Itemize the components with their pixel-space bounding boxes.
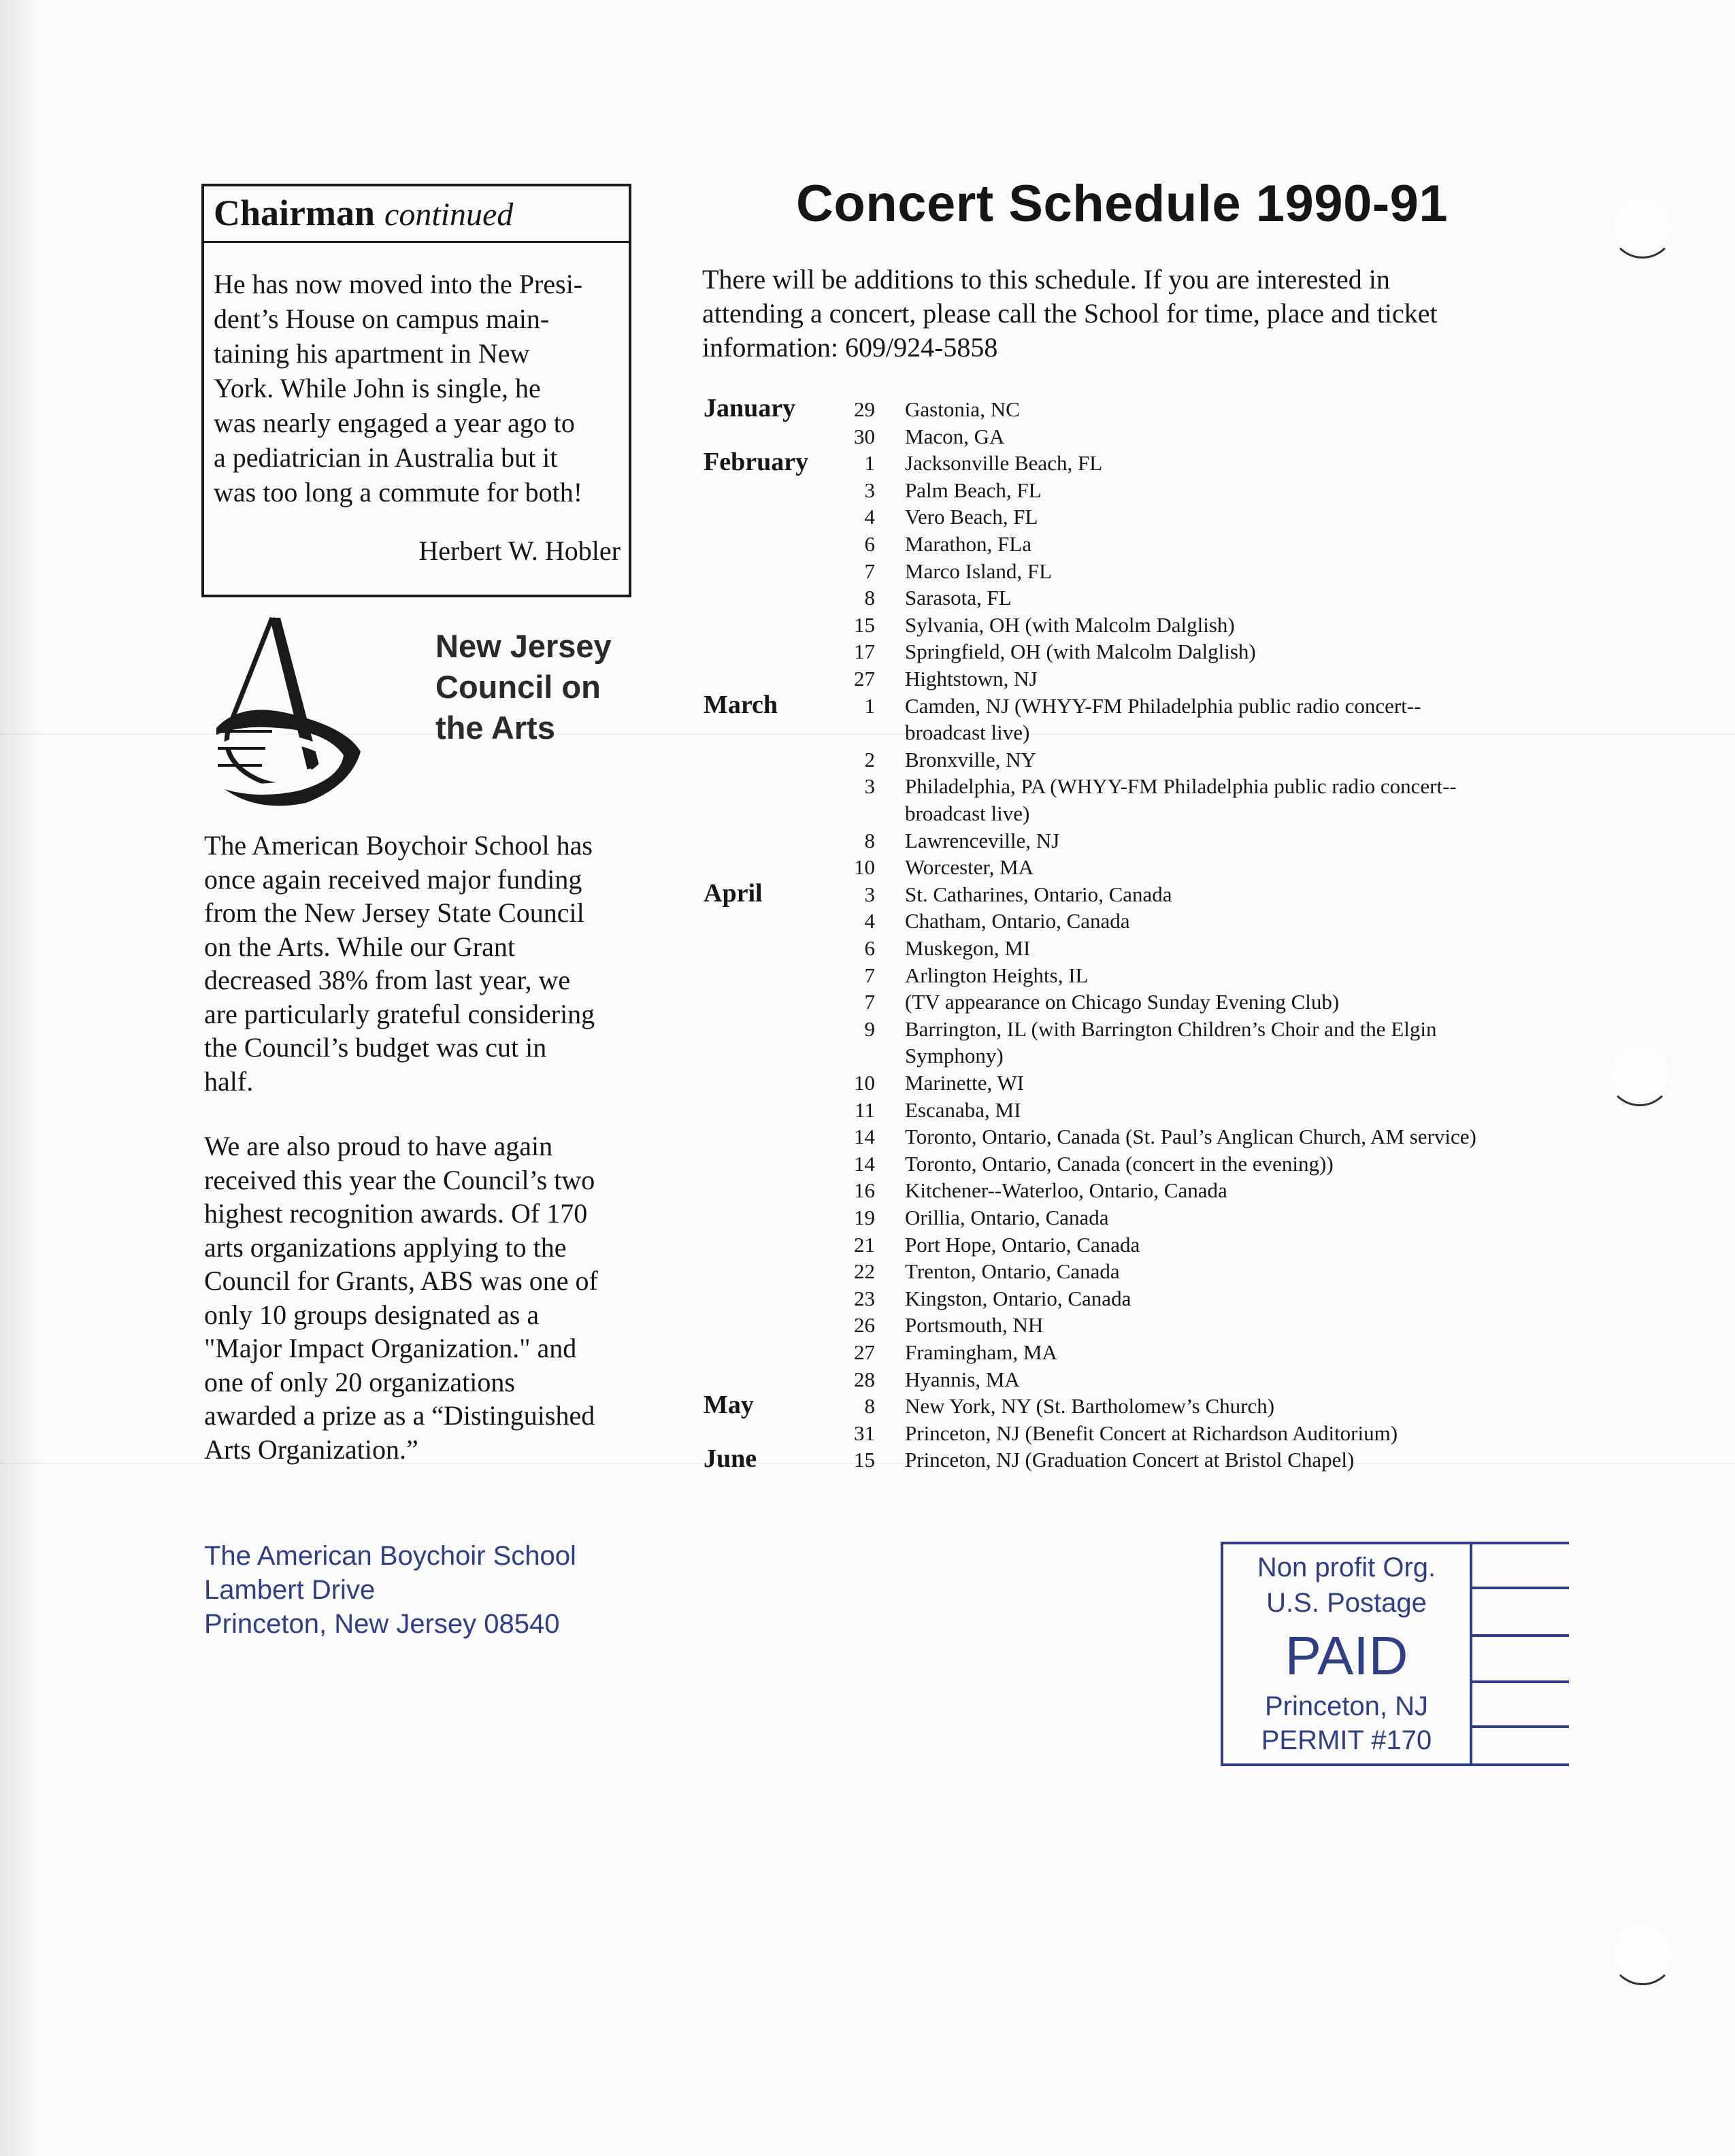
schedule-place: Kingston, Ontario, Canada <box>905 1286 1131 1310</box>
schedule-place-continued: Symphony) <box>905 1044 1004 1068</box>
schedule-place: New York, NY (St. Bartholomew’s Church) <box>905 1394 1275 1419</box>
intro-line: attending a concert, please call the School for time, place and ticket <box>702 298 1438 329</box>
paragraph-line: from the New Jersey State Council <box>204 897 584 928</box>
paragraph-line: Council for Grants, ABS was one of <box>204 1265 598 1296</box>
schedule-place: Sylvania, OH (with Malcolm Dalglish) <box>905 612 1235 637</box>
schedule-day: 3 <box>864 478 875 502</box>
nj-council-name-line: New Jersey <box>435 628 612 664</box>
intro-line: There will be additions to this schedule. If you are interested in <box>702 264 1390 295</box>
schedule-place: Princeton, NJ (Graduation Concert at Bristol Chapel) <box>905 1448 1355 1472</box>
chairman-divider <box>204 241 629 243</box>
schedule-place: Muskegon, MI <box>905 936 1031 960</box>
schedule-place: Trenton, Ontario, Canada <box>905 1259 1120 1284</box>
schedule-day: 7 <box>864 963 875 987</box>
schedule-day: 8 <box>864 828 875 852</box>
paragraph-line: The American Boychoir School has <box>204 830 593 861</box>
schedule-place: Jacksonville Beach, FL <box>905 451 1103 476</box>
schedule-day: 14 <box>854 1151 875 1176</box>
schedule-month: April <box>704 878 763 908</box>
schedule-month: February <box>704 448 809 477</box>
schedule-place: Escanaba, MI <box>905 1097 1021 1122</box>
schedule-day: 7 <box>864 559 875 583</box>
schedule-day: 4 <box>864 909 875 933</box>
schedule-place: Marinette, WI <box>905 1071 1025 1095</box>
council-paragraph-2 <box>204 1129 653 1466</box>
schedule-place: Worcester, MA <box>905 855 1034 880</box>
schedule-place: Bronxville, NY <box>905 747 1036 772</box>
schedule-day: 27 <box>854 1340 875 1364</box>
chairman-line: York. While John is single, he <box>214 373 541 403</box>
nj-council-logo-icon <box>204 612 388 816</box>
indicia-permit: PERMIT #170 <box>1261 1725 1432 1755</box>
council-paragraph-1 <box>204 829 653 1098</box>
schedule-month: January <box>704 394 796 422</box>
schedule-day: 30 <box>854 424 875 448</box>
schedule-day: 6 <box>864 936 875 960</box>
schedule-place: Hightstown, NJ <box>905 667 1038 691</box>
paragraph-line: half. <box>204 1065 254 1097</box>
return-address-line: Lambert Drive <box>204 1575 376 1605</box>
schedule-day: 1 <box>864 693 875 718</box>
schedule-place: Framingham, MA <box>905 1340 1057 1364</box>
schedule-day: 19 <box>854 1206 875 1229</box>
paragraph-line: are particularly grateful considering <box>204 998 595 1029</box>
schedule-day: 17 <box>854 640 875 664</box>
intro-line: information: 609/924-5858 <box>702 332 998 363</box>
schedule-place: Princeton, NJ (Benefit Concert at Richardson Auditorium) <box>905 1421 1398 1445</box>
indicia-rule <box>1472 1680 1569 1683</box>
chairman-signature: Herbert W. Hobler <box>418 535 621 566</box>
schedule-month: June <box>704 1444 757 1474</box>
schedule-day: 15 <box>854 612 875 637</box>
schedule-day: 8 <box>864 1394 875 1419</box>
schedule-place: St. Catharines, Ontario, Canada <box>905 882 1172 906</box>
schedule-day: 26 <box>854 1313 875 1338</box>
schedule-day: 1 <box>864 451 875 476</box>
schedule-place-continued: broadcast live) <box>905 720 1030 745</box>
schedule-month: March <box>704 690 778 719</box>
schedule-place: Portsmouth, NH <box>905 1313 1044 1338</box>
schedule-place: (TV appearance on Chicago Sunday Evening Club) <box>905 990 1340 1014</box>
chairman-title: Chairman <box>214 193 376 233</box>
schedule-place: Vero Beach, FL <box>905 505 1038 529</box>
return-address-line: Princeton, New Jersey 08540 <box>204 1609 560 1639</box>
schedule-day: 31 <box>854 1421 875 1445</box>
schedule-place: Marathon, FLa <box>905 532 1031 556</box>
schedule-day: 2 <box>864 747 875 772</box>
indicia-rule <box>1472 1634 1569 1637</box>
schedule-place: Kitchener--Waterloo, Ontario, Canada <box>905 1178 1227 1203</box>
indicia-rule <box>1472 1542 1569 1544</box>
paragraph-line: decreased 38% from last year, we <box>204 965 571 995</box>
schedule-place: Chatham, Ontario, Canada <box>905 909 1130 933</box>
indicia-rule <box>1472 1725 1569 1728</box>
schedule-title: Concert Schedule 1990-91 <box>796 175 1449 233</box>
schedule-place: Springfield, OH (with Malcolm Dalglish) <box>905 640 1256 664</box>
schedule-place: Hyannis, MA <box>905 1367 1020 1391</box>
schedule-day: 16 <box>854 1178 875 1203</box>
indicia-line: U.S. Postage <box>1266 1588 1427 1618</box>
schedule-day: 29 <box>854 397 875 421</box>
schedule-day: 28 <box>854 1367 875 1391</box>
schedule-place-continued: broadcast live) <box>905 801 1030 825</box>
schedule-place: Arlington Heights, IL <box>905 963 1089 987</box>
schedule-day: 8 <box>864 586 875 610</box>
schedule-month: May <box>704 1391 754 1420</box>
indicia-paid: PAID <box>1285 1625 1408 1686</box>
schedule-place: Toronto, Ontario, Canada (St. Paul’s Anglican Church, AM service) <box>905 1125 1476 1149</box>
paragraph-line: arts organizations applying to the <box>204 1231 567 1263</box>
paragraph-line: Arts Organization.” <box>204 1433 418 1465</box>
chairman-box <box>201 184 631 597</box>
page-edge-shadow <box>0 0 41 2156</box>
return-address <box>204 1539 576 1641</box>
chairman-heading <box>214 192 513 234</box>
schedule-day: 21 <box>854 1232 875 1257</box>
paragraph-line: awarded a prize as a “Distinguished <box>204 1400 595 1431</box>
schedule-place: Sarasota, FL <box>905 586 1012 610</box>
chairman-line: He has now moved into the Presi- <box>214 269 583 299</box>
paragraph-line: "Major Impact Organization." and <box>204 1333 577 1363</box>
punch-hole <box>1607 1041 1672 1106</box>
schedule-day: 7 <box>864 990 875 1014</box>
schedule-place: Philadelphia, PA (WHYY-FM Philadelphia public radio concert-- <box>905 774 1457 799</box>
paragraph-line: the Council’s budget was cut in <box>204 1032 547 1063</box>
chairman-line: taining his apartment in New <box>214 338 530 369</box>
schedule-day: 15 <box>854 1448 875 1472</box>
schedule-day: 27 <box>854 667 875 691</box>
schedule-place: Barrington, IL (with Barrington Children’s Choir and the Elgin <box>905 1016 1437 1041</box>
schedule-day: 10 <box>854 855 875 880</box>
indicia-rule <box>1472 1763 1569 1766</box>
paragraph-line: We are also proud to have again <box>204 1131 553 1161</box>
paragraph-line: on the Arts. While our Grant <box>204 931 515 962</box>
paragraph-line: once again received major funding <box>204 863 582 895</box>
schedule-day: 11 <box>855 1097 875 1122</box>
schedule-intro <box>702 263 1553 365</box>
schedule-day: 6 <box>864 532 875 556</box>
paragraph-line: only 10 groups designated as a <box>204 1299 540 1330</box>
paragraph-line: received this year the Council’s two <box>204 1164 595 1195</box>
punch-hole <box>1610 1920 1675 1985</box>
indicia-line: Non profit Org. <box>1257 1553 1436 1582</box>
schedule-place: Port Hope, Ontario, Canada <box>905 1232 1140 1257</box>
schedule-place: Macon, GA <box>905 424 1005 448</box>
paragraph-line: highest recognition awards. Of 170 <box>204 1198 588 1229</box>
chairman-line: a pediatrician in Australia but it <box>214 442 558 473</box>
chairman-line: was too long a commute for both! <box>214 477 583 508</box>
schedule-place: Palm Beach, FL <box>905 478 1042 502</box>
schedule-place: Lawrenceville, NJ <box>905 828 1060 852</box>
indicia-line: Princeton, NJ <box>1264 1691 1429 1721</box>
nj-council-name-line: the Arts <box>435 710 555 746</box>
schedule-day: 9 <box>864 1016 875 1041</box>
schedule-day: 10 <box>854 1071 875 1095</box>
schedule-day: 22 <box>854 1259 875 1284</box>
schedule-place: Gastonia, NC <box>905 397 1020 421</box>
schedule-place: Camden, NJ (WHYY-FM Philadelphia public radio concert-- <box>905 693 1421 718</box>
schedule-day: 14 <box>854 1125 875 1149</box>
schedule-day: 23 <box>854 1286 875 1310</box>
schedule-day: 3 <box>864 774 875 799</box>
return-address-line: The American Boychoir School <box>204 1541 576 1571</box>
postage-indicia <box>1221 1542 1569 1766</box>
schedule-day: 4 <box>864 505 875 529</box>
schedule-place: Toronto, Ontario, Canada (concert in the evening)) <box>905 1151 1334 1176</box>
nj-council-name <box>435 626 612 748</box>
punch-hole <box>1610 193 1675 259</box>
paragraph-line: one of only 20 organizations <box>204 1366 515 1397</box>
indicia-rule <box>1472 1587 1569 1589</box>
indicia-box <box>1221 1542 1472 1766</box>
chairman-subtitle: continued <box>384 197 514 233</box>
schedule-day: 3 <box>864 882 875 906</box>
chairman-line: dent’s House on campus main- <box>214 303 550 334</box>
schedule-place: Marco Island, FL <box>905 559 1053 583</box>
schedule-place: Orillia, Ontario, Canada <box>905 1206 1109 1229</box>
chairman-line: was nearly engaged a year ago to <box>214 408 575 438</box>
chairman-text <box>214 267 629 510</box>
nj-council-name-line: Council on <box>435 669 601 705</box>
